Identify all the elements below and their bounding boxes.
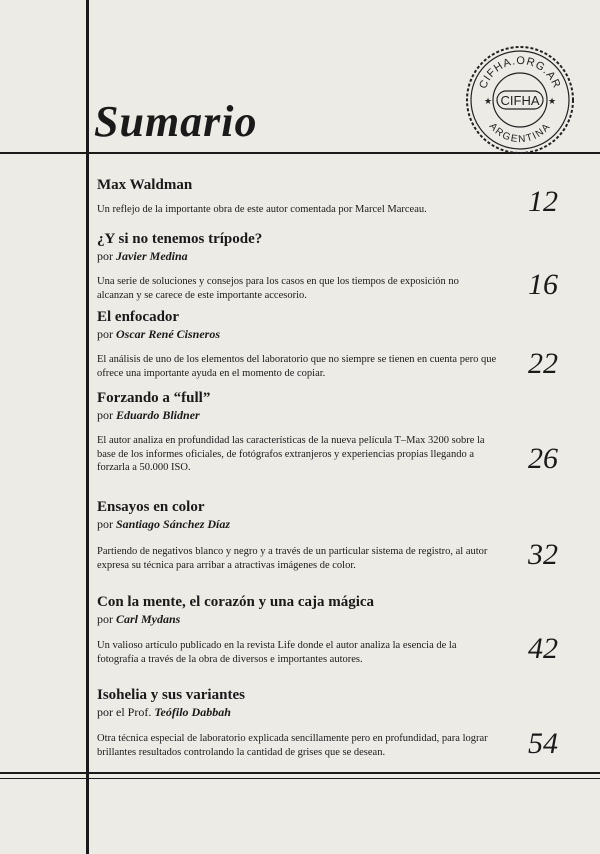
entry-author: Teófilo Dabbah [154,705,231,719]
entry-page-number: 22 [528,347,558,380]
entry-heading: Con la mente, el corazón y una caja mágica [97,594,375,610]
entry-author: Eduardo Blidner [116,408,200,422]
toc-entry [97,498,497,572]
toc-entry [97,176,497,217]
toc-entry [97,308,497,380]
entry-page-number: 12 [528,185,558,218]
entry-page-number: 26 [528,442,558,475]
toc-entry [97,230,497,302]
entry-description: Un valioso artículo publicado en la revista Life donde el autor analiza la esencia de la fotografía a través de la obra de diversos e importantes autores. [97,640,457,665]
vertical-rule [86,0,89,854]
entry-heading: El enfocador [97,309,180,325]
entry-page-number: 16 [528,268,558,301]
entry-description: Partiendo de negativos blanco y negro y a través de un particular sistema de registro, al autor expresa su técnica para arribar a atractivas imágenes de color. [97,546,488,571]
entry-byline: por Carl Mydans [97,612,181,626]
entry-byline: por Santiago Sánchez Díaz [97,517,231,531]
entry-byline: por Eduardo Blidner [97,408,200,422]
entry-heading: Max Waldman [97,177,193,193]
entry-author: Carl Mydans [116,612,181,626]
entry-description: Otra técnica especial de laboratorio explicada sencillamente pero en profundidad, para lograr brillantes resultados controlando la cantidad de grises que se desean. [97,733,488,758]
entry-heading: Ensayos en color [97,499,205,515]
entry-description: Un reflejo de la importante obra de este autor comentada por Marcel Marceau. [97,204,427,215]
entry-page-number: 54 [528,727,558,760]
page-title: Sumario [94,97,258,146]
stamp-center-text: CIFHA [500,93,540,108]
entry-page-number: 32 [528,538,558,571]
svg-text:★: ★ [483,96,493,106]
toc-entry [97,593,497,666]
entry-description: El autor analiza en profundidad las características de la nueva película T–Max 3200 sobre la base de los informes oficiales, de fotógrafos extranjeros y experiencias propias llegando a forzarla a 50.000 ISO. [97,435,485,473]
entry-description: Una serie de soluciones y consejos para los casos en que los tiempos de exposición no alcanzan y se carece de este importante accesorio. [97,276,459,301]
toc-entry [97,686,497,759]
entry-author: Oscar René Cisneros [116,327,221,341]
entry-page-number: 42 [528,632,558,665]
entry-byline: por Oscar René Cisneros [97,327,221,341]
footer-rule [0,772,600,774]
cifha-stamp-icon [464,44,576,156]
svg-text:ARGENTINA [487,121,554,145]
entry-heading: Isohelia y sus variantes [97,687,245,703]
entry-byline: por el Prof. Teófilo Dabbah [97,705,231,719]
toc-entry [97,389,497,475]
entry-heading: Forzando a “full” [97,390,211,406]
footer-rule-thin [0,778,600,779]
stamp-top-text: CIFHA.ORG.AR [477,54,563,91]
entry-author: Santiago Sánchez Díaz [116,517,231,531]
entry-author: Javier Medina [116,249,188,263]
entry-heading: ¿Y si no tenemos trípode? [97,231,263,247]
svg-text:★: ★ [547,96,557,106]
stamp-bottom-text: ARGENTINA [486,120,554,146]
entry-description: El análisis de uno de los elementos del laboratorio que no siempre se tienen en cuenta pero que ofrece una importante ayuda en el momento de copiar. [97,354,497,379]
entry-byline: por Javier Medina [97,249,188,263]
